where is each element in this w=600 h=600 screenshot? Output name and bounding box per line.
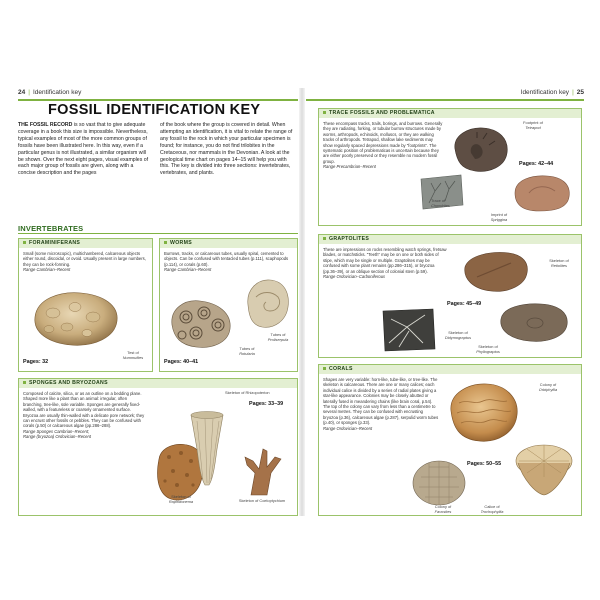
right-page: [306, 88, 584, 516]
invertebrates-rule: [18, 233, 298, 234]
favosites-caption: Colony of Favosites: [434, 504, 452, 514]
right-running-head: Identification key | 25: [520, 89, 584, 96]
graptolites-title: GRAPTOLITES: [319, 235, 581, 244]
intro-text-1: is so vast that to give adequate coverage in a book this size is impossible. Nevertheless, typical examples of most of the more common groups of fossils have been illustrated here. In this way, even if a particular genus is not illustrated, a similar organism will be shown. Over the next eight pages, visual examples of each major group of fossils are given, along with a concise description and the pages: [18, 122, 149, 177]
trochophyllia-caption: Calice of Trochophyllia: [480, 504, 504, 514]
foraminiferans-box: [18, 238, 153, 372]
intro-column-1: [18, 122, 150, 177]
book-gutter: [299, 88, 305, 516]
graptolites-pages: Pages: 45–49: [447, 301, 482, 307]
corals-text: Shapes are very variable: horn-like, tube-like, or tree-like. The skeleton is calcareous. There are one or many calices; each individual calice is divided by a series of radial plates giving a star-like appearance. Colonies may be closely abutted or laterally fused in meandering chains (like brain coral, p.54). The top of the colony can vary from less than a centimetre to several metres. They can be confused with encrusting bryozoa (p.36), calcareous algae (p.287), serpulid worm tubes (p.40), or sponges (p.33). Range Ordovician–Recent: [323, 377, 439, 431]
raphidonema-caption: Skeleton of Raphidonema: [168, 494, 194, 504]
foraminiferans-title: FORAMINIFERANS: [19, 239, 152, 248]
corals-title: CORALS: [319, 365, 581, 374]
left-page: [18, 88, 298, 516]
sponges-title: SPONGES AND BRYOZOANS: [19, 379, 297, 388]
coeloptychium-caption: Skeleton of Coeloptychium: [238, 498, 286, 503]
spriggina-imprint-image: [509, 171, 573, 213]
page-title: FOSSIL IDENTIFICATION KEY: [48, 102, 261, 118]
left-running-head: 24 | Identification key: [18, 89, 82, 96]
intro-lead: THE FOSSIL RECORD: [18, 122, 73, 128]
phyllograptus-fossil-image: [497, 299, 571, 345]
favosites-fossil-image: [411, 457, 467, 507]
sponges-box: [18, 378, 298, 516]
nummulites-caption: Test of Nummulites: [122, 350, 144, 360]
retiolites-fossil-image: [461, 249, 531, 295]
rotularia-caption: Tubes of Rotularia: [239, 346, 255, 356]
corals-box: [318, 364, 582, 516]
trace-fossils-text: These encompass tracks, trails, borings, and burrows. Generally they are radiating, forking, or tubular burrow structures made by worms, arthropods, echinoids, molluscs, or they are walking tracks of arthropods. Tetrapod, shallow lake sediments may show regularly spaced depressions made by "footprints". The systematic position of problematicas is uncertain because they are either poorly preserved or they resemble no modern fossil group. Range Precambrian–Recent: [323, 121, 443, 170]
trace-fossils-pages: Pages: 42–44: [519, 161, 554, 167]
rhizopoterion-fossil-image: [187, 409, 227, 487]
coeloptychium-fossil-image: [241, 437, 285, 497]
graptolites-box: [318, 234, 582, 358]
orbiphyllia-caption: Colony of Orbiphyllia: [538, 382, 558, 392]
sponges-text: Composed of calcite, silica, or as an outline on a bedding plane. Shaped more like a plant than an animal: irregular, often branching, tree-like, sole variable. Sponges are generally fixed-walled, with a featureless or coarsely ornamented surface. Bryozoa are usually thin-walled with a delicate pore network; they can encrust other fossils or pebbles. They can be confused with corals (p.50) or calcareous algae (pp.286–288). Range Sponges Cambrian–Recent; Range (bryozoa) Ordovician–Recent: [23, 391, 145, 440]
rhizopoterion-caption: Skeleton of Rhizopoterion: [225, 390, 270, 395]
trace-fossils-title: TRACE FOSSILS AND PROBLEMATICA: [319, 109, 581, 118]
foraminiferans-pages: Pages: 32: [23, 359, 49, 365]
proliserpula-caption: Tubes of Proliserpula: [267, 332, 289, 342]
orbiphyllia-fossil-image: [445, 379, 521, 445]
sponges-pages: Pages: 33–39: [249, 401, 284, 407]
invertebrates-heading: INVERTEBRATES: [18, 224, 84, 233]
tetrapod-caption: Footprint of Tetrapod: [523, 120, 543, 130]
worms-title: WORMS: [160, 239, 297, 248]
foraminiferans-text: Small (some microscopic), multichambered, calcareous objects either round, discoidal, or ovoid. Usually present in large numbers, they can be rock-forming. Range Cambrian–Recent: [23, 251, 146, 273]
phyllograptus-caption: Skeleton of Phyllograptus: [476, 344, 500, 354]
proliserpula-fossil-image: [242, 275, 292, 331]
worms-box: [159, 238, 298, 372]
nummulites-fossil-image: [29, 287, 121, 349]
didymograptus-caption: Skeleton of Didymograptus: [444, 330, 472, 340]
chondrites-caption: Trace of Chondrites: [431, 198, 450, 208]
rotularia-fossil-image: [166, 291, 236, 351]
spriggina-caption: Imprint of Spriggina: [490, 212, 508, 222]
trochophyllia-fossil-image: [513, 439, 575, 497]
left-page-number: 24: [18, 89, 26, 96]
retiolites-caption: Skeleton of Retiolites: [549, 258, 569, 268]
worms-text: Burrows, tracks, or calcareous tubes, usually spiral, cemented to objects. Can be confused with tentacled tubes (p.111), scaphopods (p.114), or corals (p.60). Range Cambrian–Recent: [164, 251, 289, 273]
right-top-rule: [306, 99, 584, 101]
intro-column-2: of the book where the group is covered in detail. When attempting an identification, it is vital to relate the range of any fossil to the rock in which your particular specimen is found; for instance, you do not find trilobites in the Cretaceous, nor mammals in the Devonian. A look at the geological time chart on pages 14–15 will help you with this. The key is divided into three sections: invertebrates, vertebrates, and plants.: [160, 122, 293, 177]
didymograptus-fossil-image: [379, 305, 437, 353]
trace-fossils-box: [318, 108, 582, 226]
right-section-name: Identification key: [520, 89, 570, 96]
left-top-rule: [18, 99, 298, 101]
left-section-name: Identification key: [32, 89, 82, 96]
right-page-number: 25: [576, 89, 584, 96]
corals-pages: Pages: 50–55: [467, 461, 502, 467]
graptolites-text: These are impressions on rocks resembling watch springs, fretsaw blades, or matchsticks. "Teeth" may be on one or both sides of stipe, which may be single or multiple. Graptolites may be confused with some plant remains (pp.286–315), or bryozoa (pp.36–39), or an oblique section of colonial stem (p.59). Range Ordovician–Carboniferous: [323, 247, 447, 280]
tetrapod-footprint-image: [449, 123, 511, 175]
worms-pages: Pages: 40–41: [164, 359, 199, 365]
